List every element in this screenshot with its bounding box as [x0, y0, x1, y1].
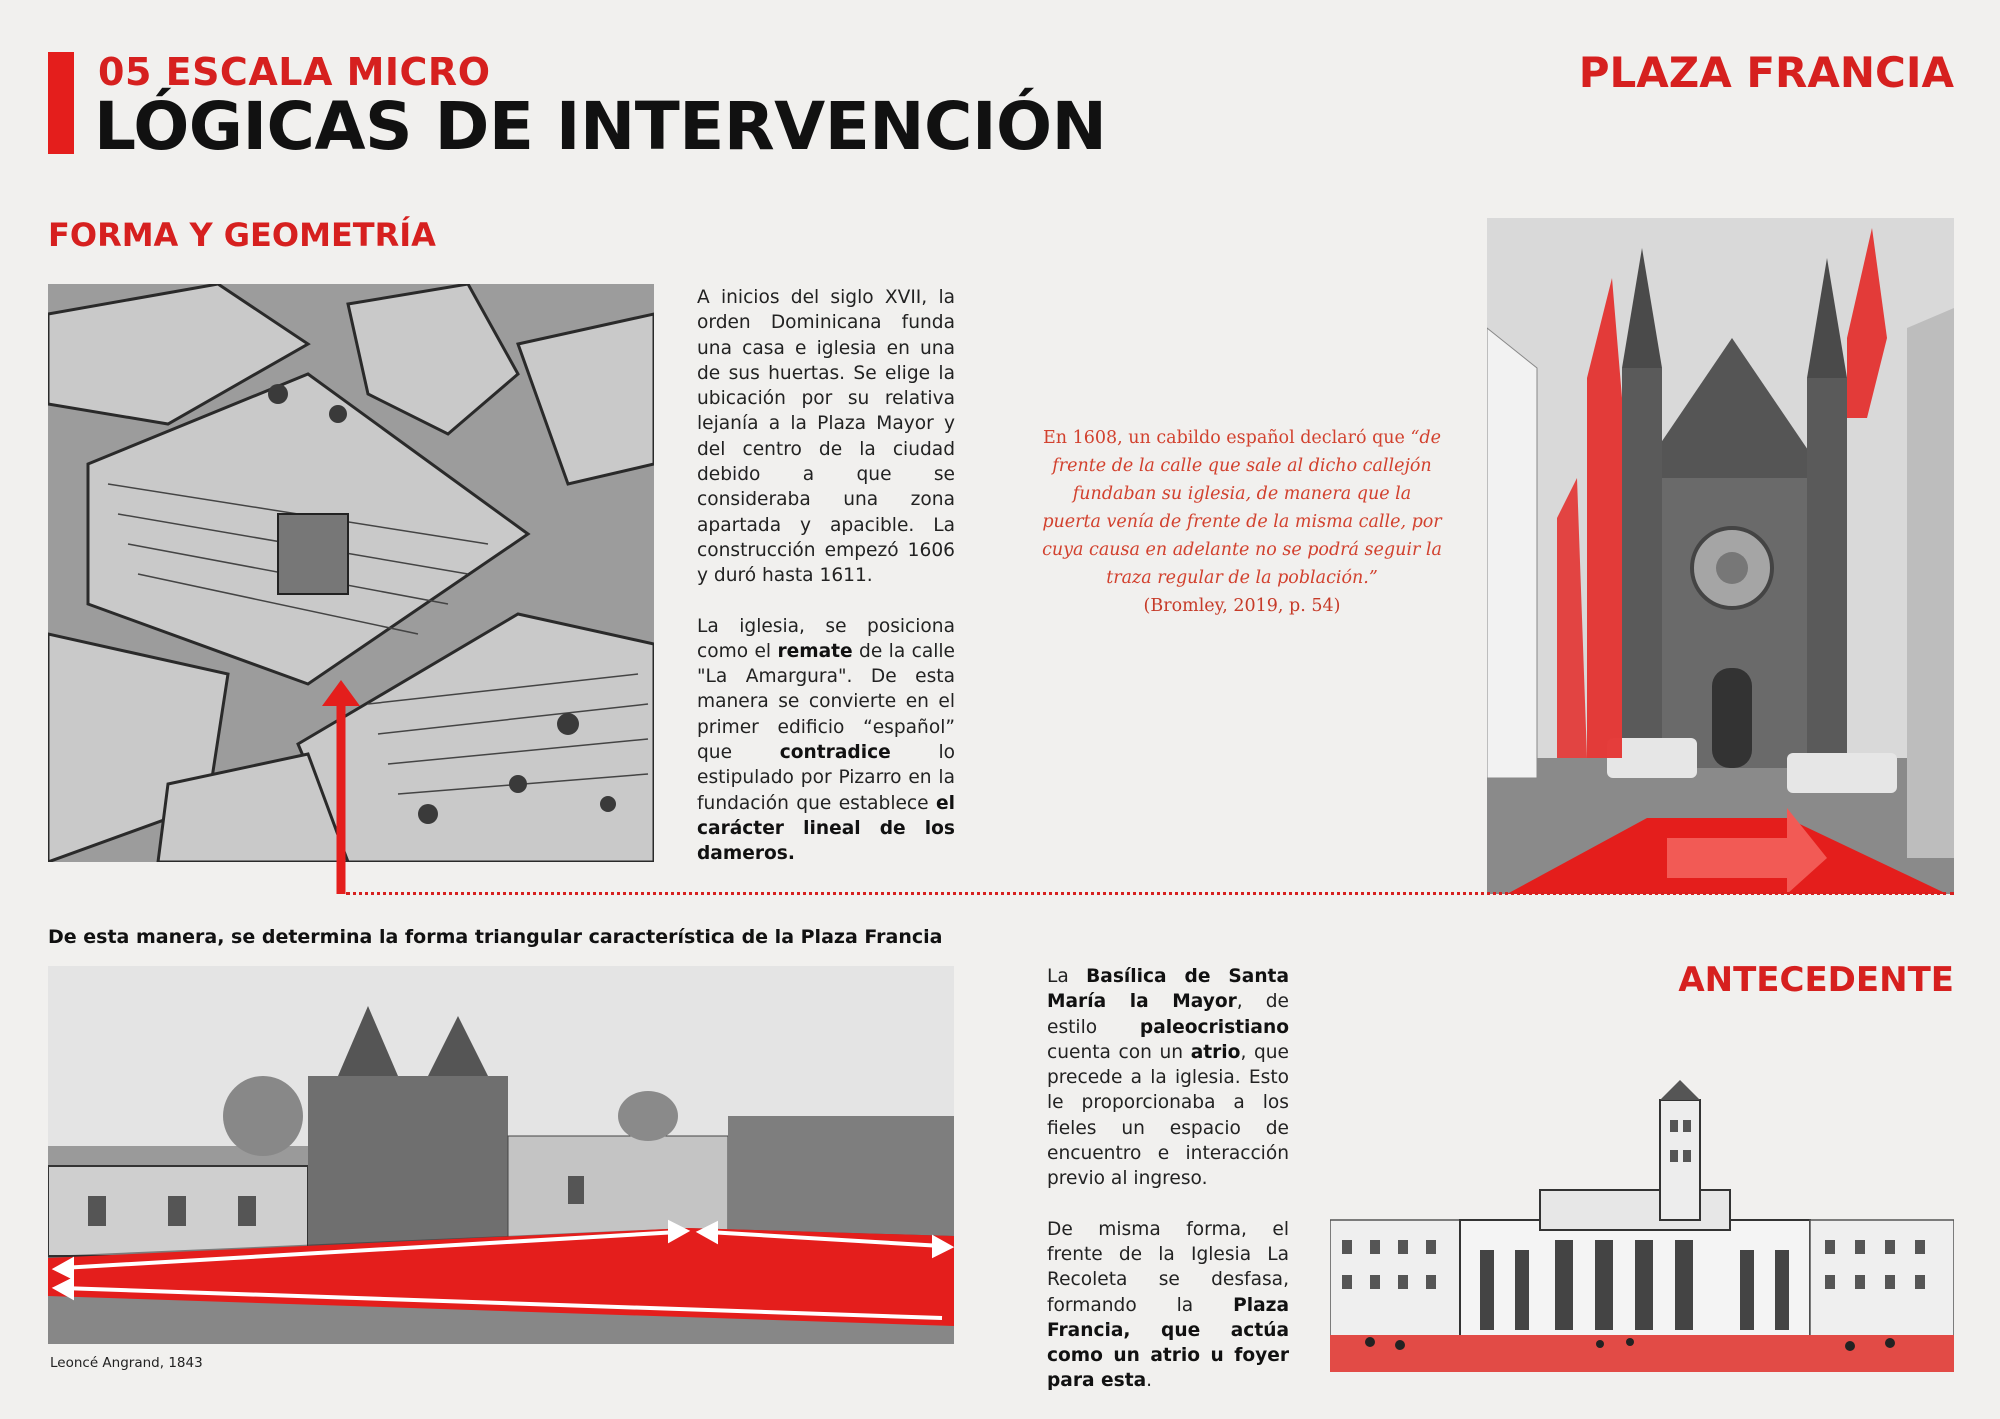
- red-up-arrow: [318, 678, 364, 896]
- antecedente-paragraph-2: De misma forma, el frente de la Iglesia La Recoleta se desfasa, formando la Plaza Francia, que actúa como un atrio u foyer para esta.: [1047, 1218, 1289, 1392]
- church-photo: [1487, 218, 1954, 894]
- antecedente-heading: ANTECEDENTE: [1678, 960, 1954, 1000]
- quote-citation: (Bromley, 2019, p. 54): [1143, 596, 1341, 616]
- quote-body: “de frente de la calle que sale al dicho callejón fundaban su iglesia, de manera que la puerta venía de frente de la misma calle, por cuya causa en adelante no se podrá seguir la traza regular de la población.”: [1042, 428, 1442, 588]
- place-title: PLAZA FRANCIA: [1578, 48, 1954, 97]
- forma-heading: FORMA Y GEOMETRÍA: [48, 216, 436, 254]
- basilica-image: [1330, 1080, 1954, 1372]
- antecedente-paragraph-1: La Basílica de Santa María la Mayor, de estilo paleocristiano cuenta con un atrio, que precede a la iglesia. Esto le proporcionaba a los fieles un espacio de encuentro e interacción previo al ingreso.: [1047, 966, 1289, 1190]
- angrand-drawing: [48, 966, 954, 1344]
- historical-quote: [1042, 424, 1442, 620]
- photo-credit: Leoncé Angrand, 1843: [50, 1355, 203, 1371]
- forma-paragraph-2: La iglesia, se posiciona como el remate de la calle "La Amargura". De esta manera se convierte en el primer edificio “español” que contradice lo estipulado por Pizarro en la fundación que establece el carácter lineal de los dameros.: [697, 615, 956, 865]
- accent-bar: [48, 52, 74, 154]
- forma-text: [697, 285, 955, 892]
- page-title: LÓGICAS DE INTERVENCIÓN: [94, 88, 1107, 165]
- forma-paragraph-1: A inicios del siglo XVII, la orden Dominicana funda una casa e iglesia en una de sus huertas. Se elige la ubicación por su relativa lejanía a la Plaza Mayor y del centro de la ciudad debido a que se consideraba una zona apartada y apacible. La construcción empezó 1606 y duró hasta 1611.: [697, 287, 955, 587]
- quote-lead: En 1608, un cabildo español declaró que: [1042, 428, 1411, 448]
- section-number: 05 ESCALA MICRO: [98, 50, 491, 94]
- antecedente-text: [1047, 964, 1289, 1419]
- dotted-connector: [346, 892, 1954, 895]
- triangular-caption: De esta manera, se determina la forma triangular característica de la Plaza Francia: [48, 926, 943, 948]
